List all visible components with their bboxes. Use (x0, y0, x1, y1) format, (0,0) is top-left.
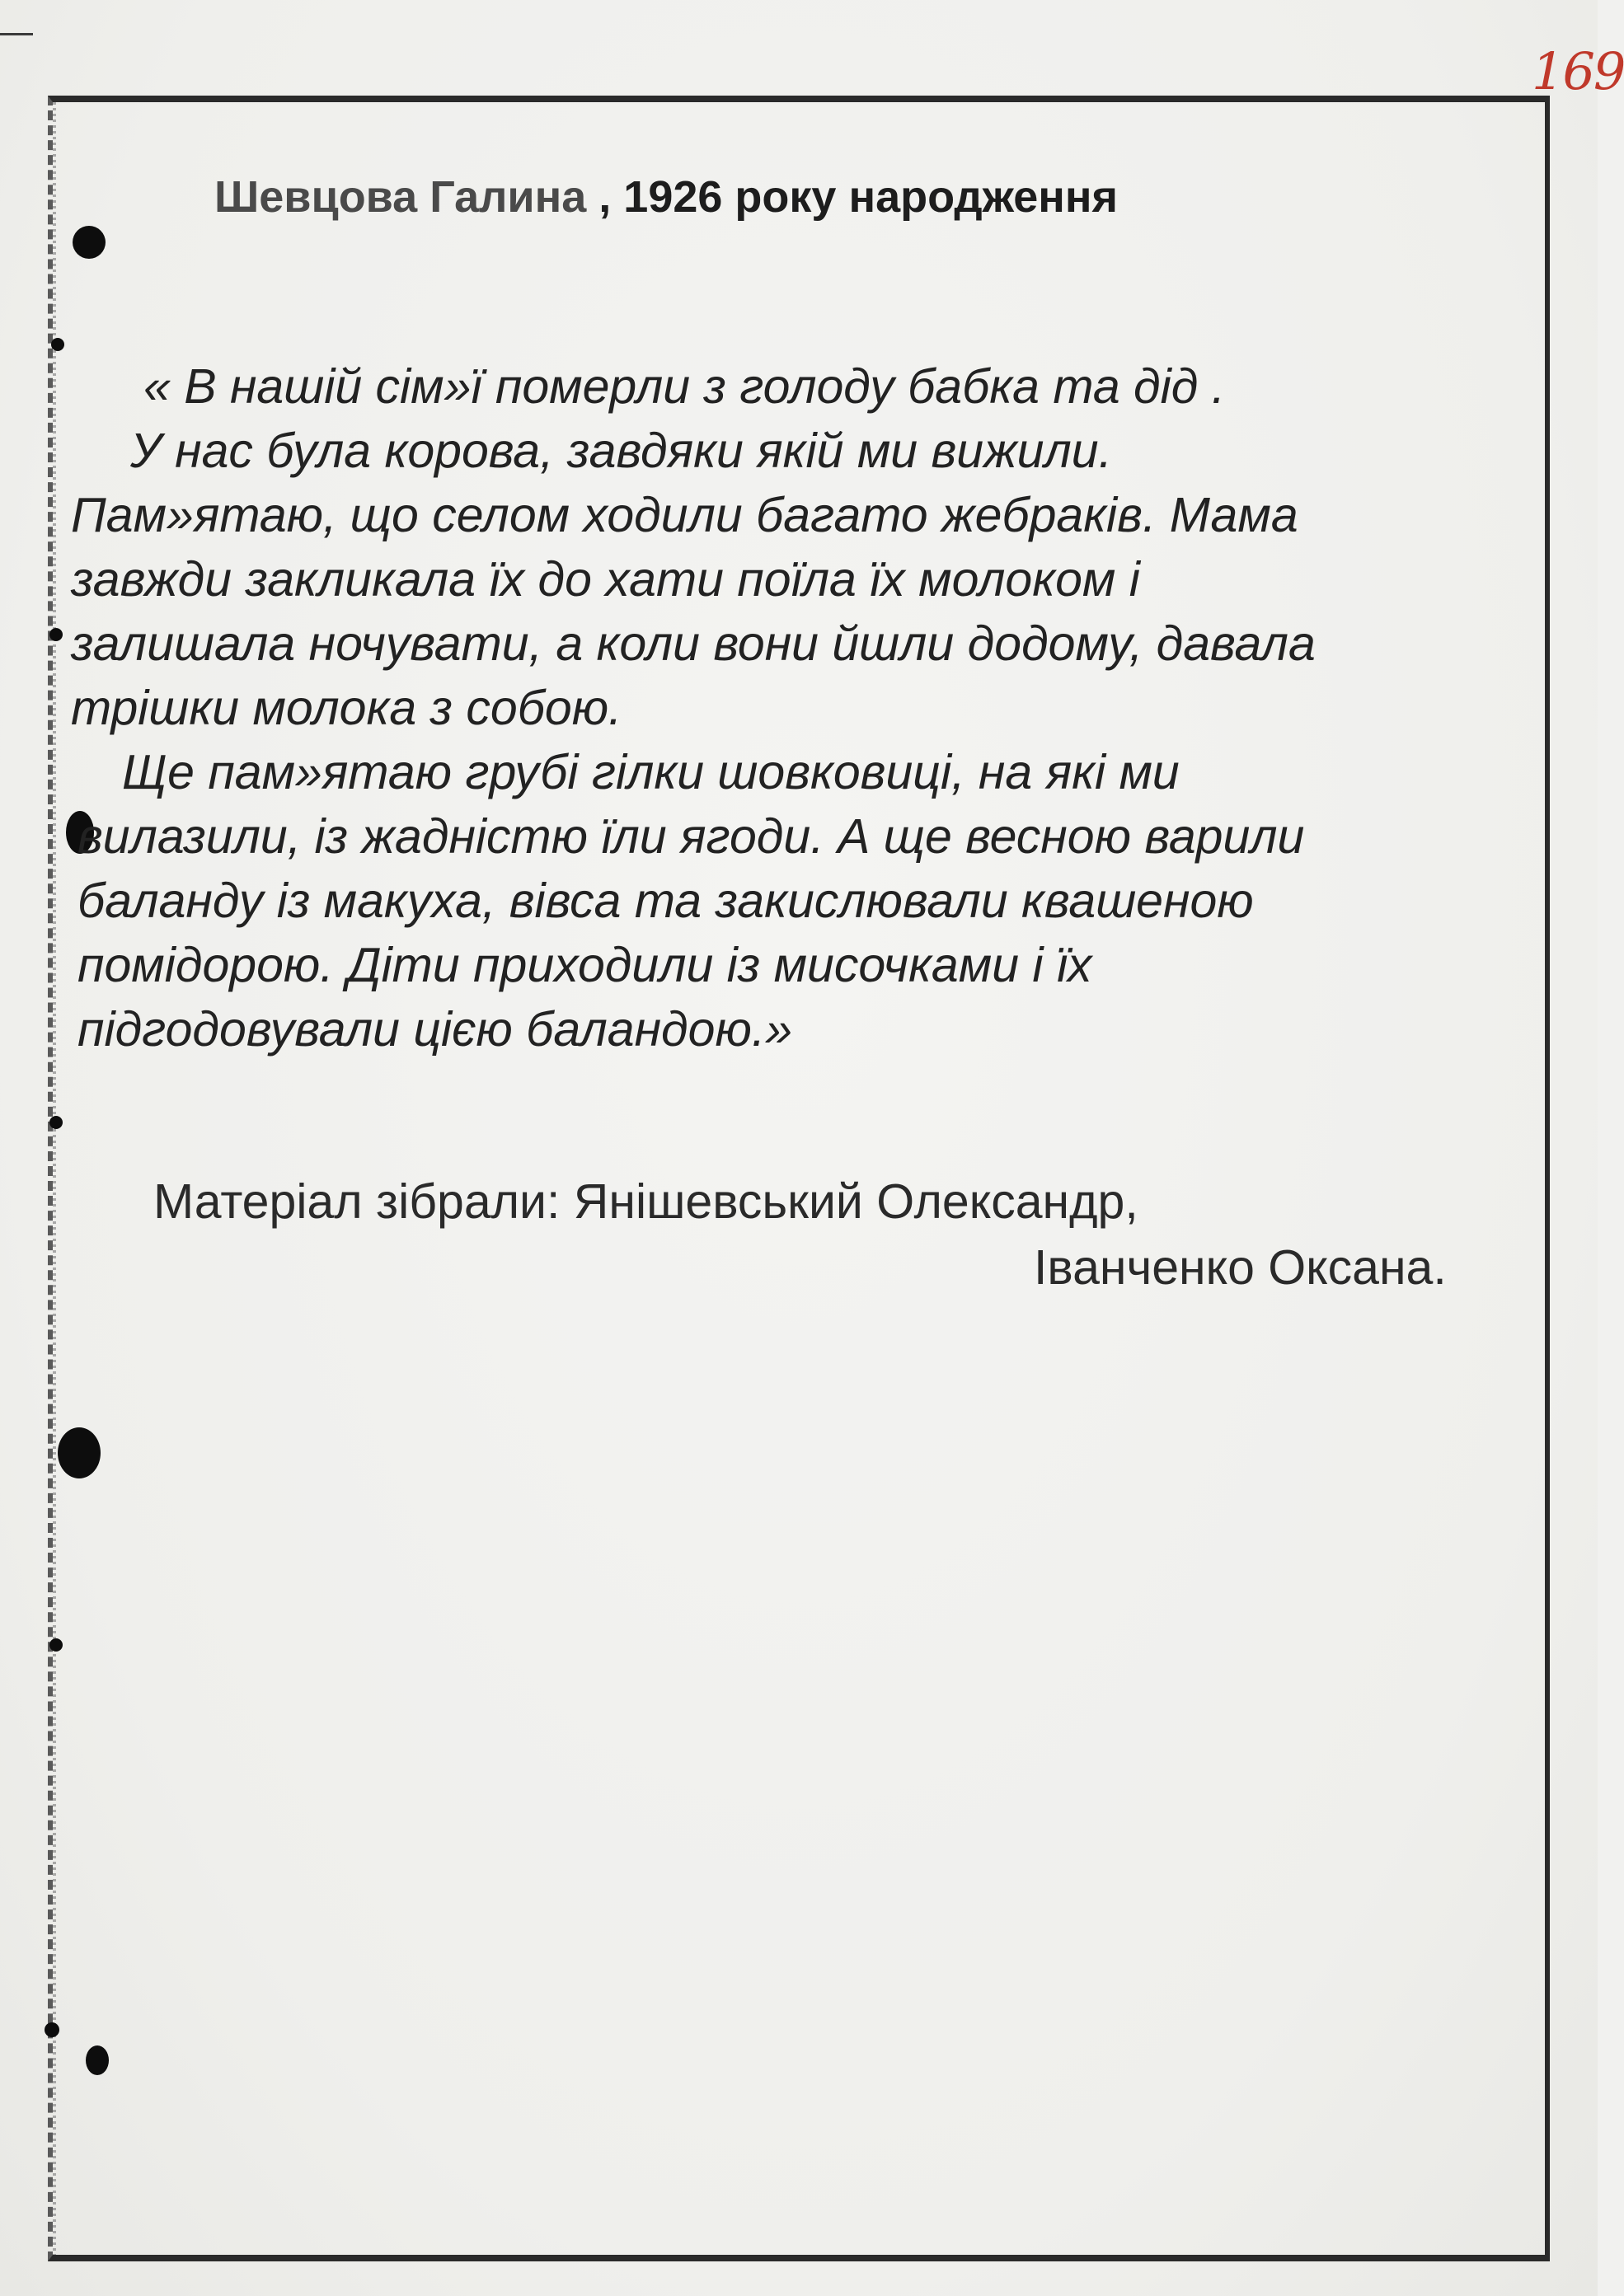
punch-hole (51, 338, 64, 351)
testimony-line: Ще пам»ятаю грубі гілки шовковиці, на які ми (122, 745, 1180, 799)
testimony-text (71, 354, 1505, 1061)
document-title (214, 171, 1118, 223)
punch-hole (49, 628, 63, 641)
punch-hole (73, 226, 106, 259)
frame-left-dotted-edge (53, 102, 56, 2255)
testimony-line: У нас була корова, завдяки якій ми вижили. (130, 424, 1112, 478)
title-rest: , 1926 року народження (598, 172, 1118, 222)
testimony-line: помідорою. Діти приходили із мисочками і їх (77, 938, 1092, 992)
credits-line-1: Матеріал зібрали: Янішевський Олександр, (153, 1174, 1138, 1229)
punch-hole (86, 2045, 109, 2075)
testimony-line: трішки молока з собою. (71, 681, 622, 735)
testimony-line: « В нашій сім»ї померли з голоду бабка та дід . (143, 359, 1226, 414)
testimony-line: Пам»ятаю, що селом ходили багато жебраків. Мама (71, 488, 1298, 542)
punch-hole (49, 1638, 63, 1652)
punch-hole (58, 1427, 101, 1478)
scan-edge-mark (0, 33, 33, 35)
testimony-line: баланду із макуха, вівса та закислювали квашеною (77, 874, 1254, 928)
testimony-line: вилазили, із жадністю їли ягоди. А ще весною варили (77, 809, 1305, 864)
testimony-line: підгодовували цією баландою.» (77, 1002, 793, 1057)
credits-line-2: Іванченко Оксана. (1034, 1240, 1447, 1295)
testimony-line: завжди закликала їх до хати поїла їх молоком і (71, 552, 1140, 607)
title-name: Шевцова Галина (214, 172, 587, 222)
punch-hole (49, 1116, 63, 1129)
page-number: 169 (1532, 41, 1624, 101)
punch-hole (45, 2022, 59, 2037)
testimony-line: залишала ночувати, а коли вони йшли додому, давала (71, 616, 1316, 671)
